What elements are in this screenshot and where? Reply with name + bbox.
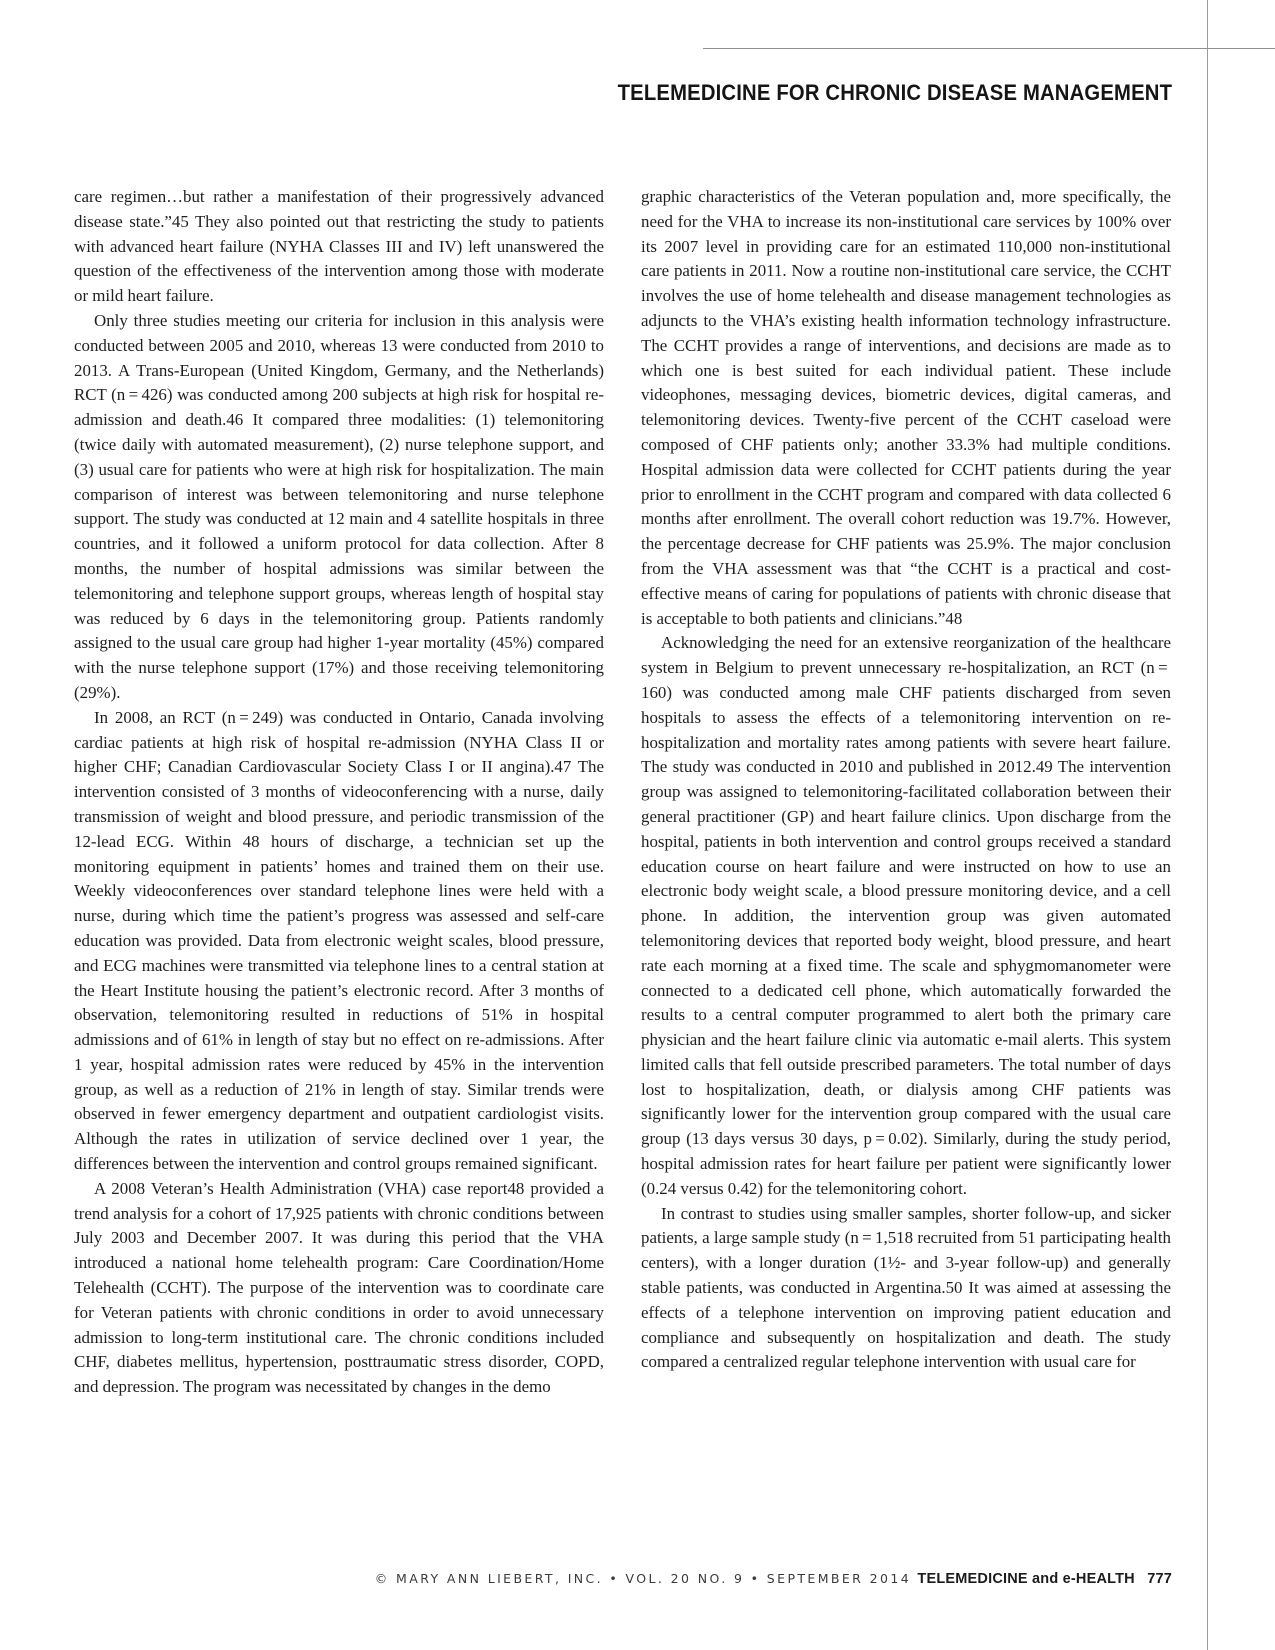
page-edge-rule <box>1207 0 1208 1650</box>
right-text-column <box>641 185 1171 1375</box>
paragraph: Only three studies meeting our criteria for inclusion in this analysis were conducted between 2005 and 2010, whereas 13 were conducted from 2010 to 2013. A Trans-European (United Kingdom, Germany, and the Netherlands) RCT (n = 426) was conducted among 200 subjects at high risk for hospital re-admission and death.46 It compared three modalities: (1) telemonitoring (twice daily with automated measurement), (2) nurse telephone support, and (3) usual care for patients who were at high risk for hospitalization. The main comparison of interest was between telemonitoring and nurse telephone support. The study was conducted at 12 main and 4 satellite hospitals in three countries, and it followed a uniform protocol for data collection. After 8 months, the number of hospital admissions was similar between the telemonitoring and telephone support groups, whereas length of hospital stay was reduced by 6 days in the telemonitoring group. Patients randomly assigned to the usual care group had higher 1-year mortality (45%) compared with the nurse telephone support (17%) and those receiving telemonitoring (29%). <box>74 310 604 702</box>
header-rule <box>703 48 1275 49</box>
paragraph: In contrast to studies using smaller samples, shorter follow-up, and sicker patients, a large sample study (n = 1,518 recruited from 51 participating health centers), with a longer duration (1½- and 3-year follow-up) and generally stable patients, was conducted in Argentina.50 It was aimed at assessing the effects of a telephone intervention on improving patient education and compliance and subsequently on hospitalization and death. The study compared a centralized regular telephone intervention with usual care for <box>641 1203 1171 1372</box>
footer-journal: TELEMEDICINE and e-HEALTH <box>917 1571 1135 1587</box>
paragraph: care regimen…but rather a manifestation of their progressively advanced disease state.”45 They also pointed out that restricting the study to patients with advanced heart failure (NYHA Classes III and IV) left unanswered the question of the effectiveness of the intervention among those with moderate or mild heart failure. <box>74 187 604 306</box>
page-footer <box>375 1571 1172 1587</box>
paragraph: graphic characteristics of the Veteran population and, more specifically, the need for the VHA to increase its non-institutional care services by 100% over its 2007 level in providing care for an estimated 110,000 non-institutional care patients in 2011. Now a routine non-institutional care service, the CCHT involves the use of home telehealth and disease management technologies as adjuncts to the VHA’s existing health information technology infrastructure. The CCHT provides a range of interventions, and decisions are made as to which one is best suited for each individual patient. These include videophones, messaging devices, biometric devices, digital cameras, and telemonitoring devices. Twenty-five percent of the CCHT caseload were composed of CHF patients only; another 33.3% had multiple conditions. Hospital admission data were collected for CCHT patients during the year prior to enrollment in the CCHT program and compared with data collected 6 months after enrollment. The overall cohort reduction was 19.7%. However, the percentage decrease for CHF patients was 25.9%. The major conclusion from the VHA assessment was that “the CCHT is a practical and cost-effective means of caring for populations of patients with chronic disease that is acceptable to both patients and clinicians.”48 <box>641 187 1171 628</box>
running-title: TELEMEDICINE FOR CHRONIC DISEASE MANAGEMENT <box>617 80 1172 105</box>
footer-publisher: © MARY ANN LIEBERT, INC. • VOL. 20 NO. 9 • SEPTEMBER 2014 <box>374 1571 912 1586</box>
paragraph: In 2008, an RCT (n = 249) was conducted in Ontario, Canada involving cardiac patients at high risk of hospital re-admission (NYHA Class II or higher CHF; Canadian Cardiovascular Society Class I or II angina).47 The intervention consisted of 3 months of videoconferencing with a nurse, daily transmission of weight and blood pressure, and periodic transmission of the 12-lead ECG. Within 48 hours of discharge, a technician set up the monitoring equipment in patients’ homes and trained them on their use. Weekly videoconferences over standard telephone lines were held with a nurse, during which time the patient’s progress was assessed and self-care education was provided. Data from electronic weight scales, blood pressure, and ECG machines were transmitted via telephone lines to a central station at the Heart Institute housing the patient’s electronic record. After 3 months of observation, telemonitoring resulted in reductions of 51% in hospital admissions and of 61% in length of stay but no effect on re-admissions. After 1 year, hospital admission rates were reduced by 45% in the intervention group, as well as a reduction of 21% in length of stay. Similar trends were observed in fewer emergency department and outpatient cardiologist visits. Although the rates in utilization of service declined over 1 year, the differences between the intervention and control groups remained significant. <box>74 707 604 1174</box>
paragraph: A 2008 Veteran’s Health Administration (VHA) case report48 provided a trend analysis for a cohort of 17,925 patients with chronic conditions between July 2003 and December 2007. It was during this period that the VHA introduced a national home telehealth program: Care Coordination/Home Telehealth (CCHT). The purpose of the intervention was to coordinate care for Veteran patients with chronic conditions in order to avoid unnecessary admission to long-term institutional care. The chronic conditions included CHF, diabetes mellitus, hypertension, posttraumatic stress disorder, COPD, and depression. The program was necessitated by changes in the demo <box>74 1178 604 1397</box>
left-text-column <box>74 185 604 1400</box>
paragraph: Acknowledging the need for an extensive reorganization of the healthcare system in Belgium to prevent unnecessary re-hospitalization, an RCT (n = 160) was conducted among male CHF patients discharged from seven hospitals to assess the effects of a telemonitoring intervention on re-hospitalization and mortality rates among patients with severe heart failure. The study was conducted in 2010 and published in 2012.49 The intervention group was assigned to telemonitoring-facilitated collaboration between their general practitioner (GP) and heart failure clinics. Upon discharge from the hospital, patients in both intervention and control groups received a standard education course on heart failure and were instructed on how to use an electronic body weight scale, a blood pressure monitoring device, and a cell phone. In addition, the intervention group was given automated telemonitoring devices that reported body weight, blood pressure, and heart rate each morning at a fixed time. The scale and sphygmomanometer were connected to a dedicated cell phone, which automatically forwarded the results to a central computer programmed to alert both the primary care physician and the heart failure clinic via automatic e-mail alerts. This system limited calls that fell outside prescribed parameters. The total number of days lost to hospitalization, death, or dialysis among CHF patients was significantly lower for the intervention group compared with the usual care group (13 days versus 30 days, p = 0.02). Similarly, during the study period, hospital admission rates for heart failure per patient were significantly lower (0.24 versus 0.42) for the telemonitoring cohort. <box>641 633 1171 1198</box>
page-number: 777 <box>1147 1571 1172 1587</box>
